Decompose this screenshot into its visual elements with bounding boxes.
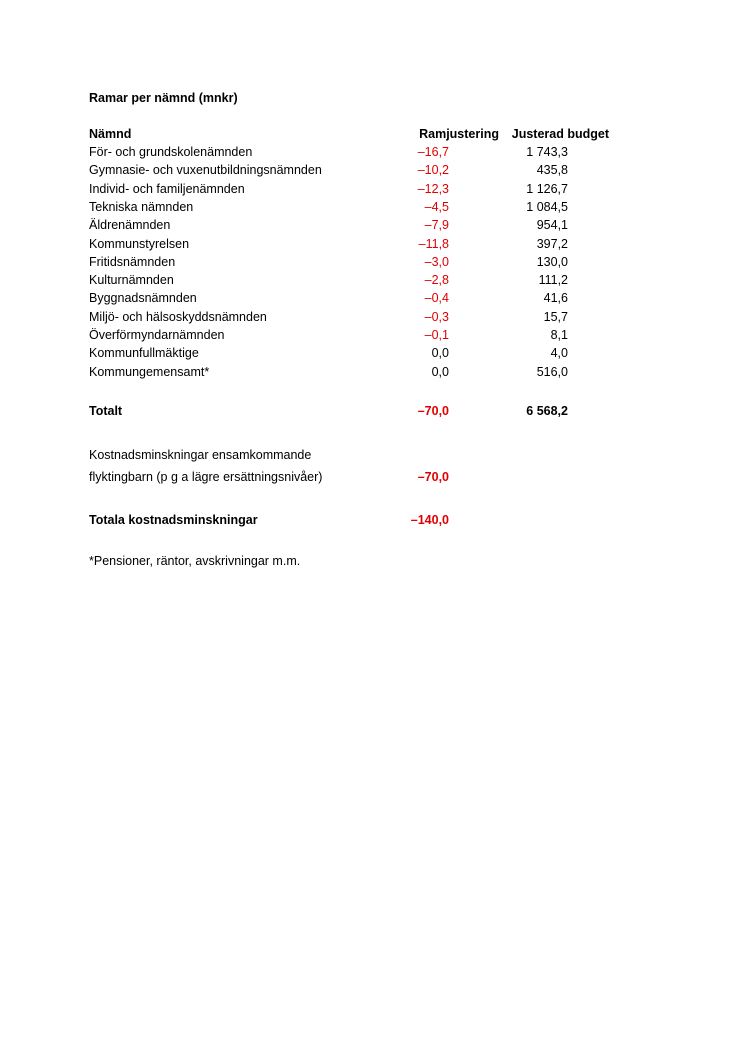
row-adjustment: –0,3 (424, 309, 449, 324)
row-adjustment: –16,7 (417, 145, 449, 159)
row-name: Byggnadsnämnden (89, 291, 197, 306)
reduction-row (89, 470, 609, 488)
row-adjustment: –3,0 (424, 254, 449, 269)
header-name: Nämnd (89, 127, 132, 141)
total-budget: 6 568,2 (526, 404, 568, 418)
row-adjustment: –12,3 (417, 181, 449, 196)
table-row (89, 200, 609, 218)
row-name: Fritidsnämnden (89, 254, 176, 269)
row-adjustment: –2,8 (424, 273, 449, 288)
row-budget: 41,6 (543, 291, 568, 306)
row-name: Miljö- och hälsoskyddsnämnden (89, 309, 267, 324)
row-name: Överförmyndarnämnden (89, 328, 225, 342)
page-title: Ramar per nämnd (mnkr) (89, 91, 238, 105)
row-adjustment: 0,0 (431, 346, 449, 361)
reduction-label-line2: flyktingbarn (p g a lägre ersättningsnivåer) (89, 470, 323, 484)
row-adjustment: –10,2 (417, 163, 449, 178)
total-row (89, 404, 609, 422)
row-budget: 4,0 (550, 346, 568, 361)
reduction-value: –70,0 (417, 470, 449, 484)
row-budget: 435,8 (536, 163, 568, 178)
row-adjustment: –0,4 (424, 291, 449, 306)
row-name: Tekniska nämnden (89, 199, 194, 214)
header-budget: Justerad budget (511, 127, 609, 141)
table-row (89, 328, 609, 346)
row-budget: 1 084,5 (526, 199, 568, 214)
row-budget: 1 743,3 (526, 145, 568, 159)
reduction-label-line1: Kostnadsminskningar ensamkommande (89, 448, 312, 462)
table-row (89, 365, 609, 383)
row-name: Kommungemensamt* (89, 364, 210, 379)
table-header (89, 127, 609, 145)
table-row (89, 145, 609, 163)
table-row (89, 163, 609, 181)
row-adjustment: 0,0 (431, 364, 449, 379)
header-adjustment: Ramjustering (419, 127, 499, 141)
row-adjustment: –11,8 (418, 236, 449, 251)
row-budget: 397,2 (536, 236, 568, 251)
row-adjustment: –0,1 (424, 328, 449, 342)
table-row (89, 218, 609, 236)
table-row (89, 182, 609, 200)
row-budget: 1 126,7 (526, 181, 568, 196)
table-row (89, 310, 609, 328)
row-budget: 15,7 (543, 309, 568, 324)
row-budget: 954,1 (536, 218, 568, 233)
total-adjustment: –70,0 (417, 404, 449, 418)
row-name: Äldrenämnden (89, 218, 171, 233)
row-adjustment: –4,5 (424, 199, 449, 214)
row-name: Individ- och familjenämnden (89, 181, 245, 196)
total-reduction-label: Totala kostnadsminskningar (89, 513, 258, 527)
footnote: *Pensioner, räntor, avskrivningar m.m. (89, 554, 301, 568)
row-name: Gymnasie- och vuxenutbildningsnämnden (89, 163, 322, 178)
table-row (89, 237, 609, 255)
row-name: För- och grundskolenämnden (89, 145, 253, 159)
total-reduction-row (89, 513, 609, 531)
table-row (89, 291, 609, 309)
row-budget: 516,0 (536, 364, 568, 379)
row-adjustment: –7,9 (424, 218, 449, 233)
row-budget: 8,1 (550, 328, 568, 342)
total-label: Totalt (89, 404, 123, 418)
table-row (89, 273, 609, 291)
row-name: Kulturnämnden (89, 273, 174, 288)
table-row (89, 346, 609, 364)
row-budget: 111,2 (538, 273, 568, 288)
row-budget: 130,0 (536, 254, 568, 269)
total-reduction-value: –140,0 (410, 513, 449, 527)
table-row (89, 255, 609, 273)
row-name: Kommunstyrelsen (89, 236, 190, 251)
row-name: Kommunfullmäktige (89, 346, 199, 361)
